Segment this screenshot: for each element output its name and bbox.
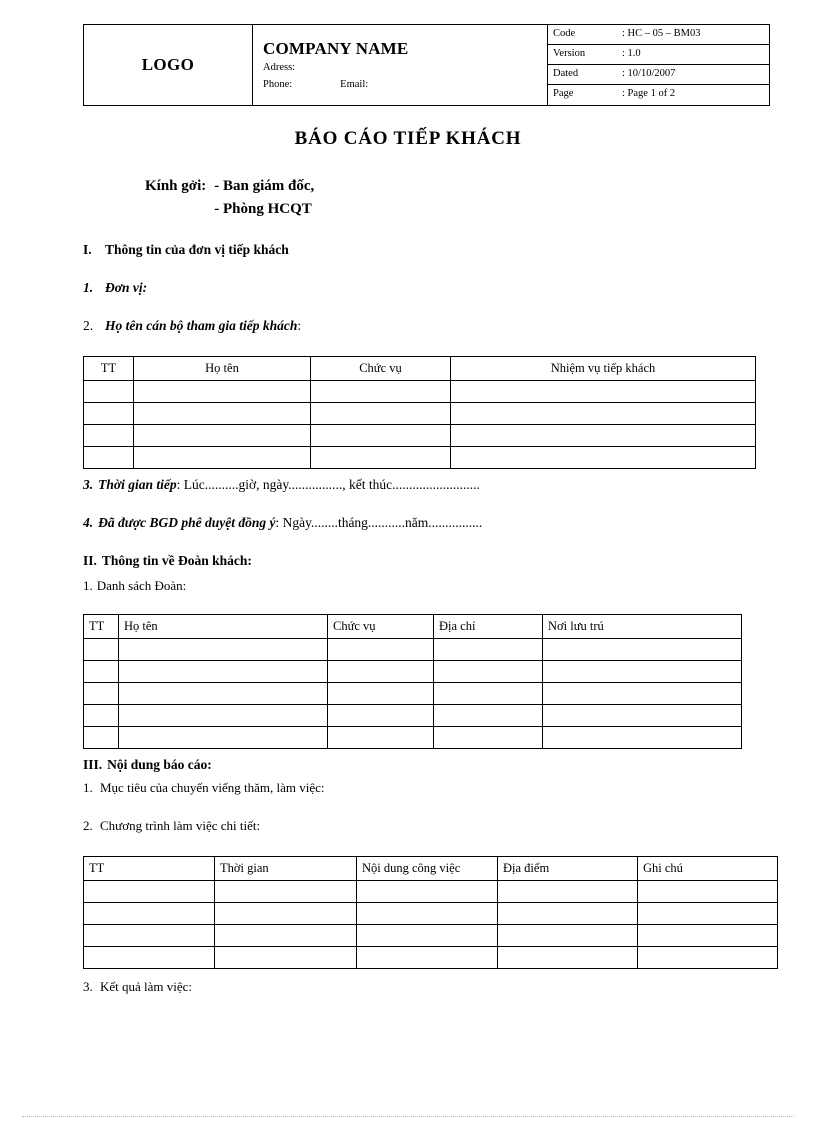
section-1-heading-text: Thông tin của đơn vị tiếp khách — [105, 242, 289, 257]
staff-cell-position[interactable] — [311, 403, 451, 425]
staff-cell-fullname[interactable] — [134, 425, 311, 447]
section-1-item-3-number: 3. — [83, 477, 94, 492]
section-2-item-1 — [83, 578, 186, 594]
guest-cell-position[interactable] — [328, 727, 434, 749]
phone-label: Phone: — [263, 78, 293, 90]
schedule-cell-time[interactable] — [215, 881, 357, 903]
meta-value-page: : Page 1 of 2 — [622, 88, 676, 100]
meta-value-version: : 1.0 — [617, 45, 769, 65]
guest-cell-tt[interactable] — [84, 727, 119, 749]
guest-cell-address[interactable] — [434, 705, 543, 727]
guest-cell-residence[interactable] — [543, 639, 742, 661]
recipient-list — [206, 175, 314, 220]
guest-col-address: Địa chỉ — [434, 615, 543, 639]
logo-placeholder-text: LOGO — [141, 55, 195, 74]
schedule-cell-tt[interactable] — [84, 925, 215, 947]
section-3-item-3-number: 3. — [83, 979, 93, 994]
section-3-item-1-text: Mục tiêu của chuyến viếng thăm, làm việc: — [100, 780, 325, 795]
section-3-item-2-text: Chương trình làm việc chi tiết: — [100, 818, 261, 833]
section-1-item-3-fill: : Lúc..........giờ, ngày................, kết thúc.......................... — [176, 477, 480, 492]
section-1-item-1 — [83, 280, 147, 296]
schedule-cell-content[interactable] — [357, 881, 498, 903]
staff-table — [83, 356, 756, 469]
meta-row-page — [548, 85, 769, 105]
guest-col-residence: Nơi lưu trú — [543, 615, 742, 639]
guest-cell-fullname[interactable] — [119, 661, 328, 683]
guest-cell-position[interactable] — [328, 683, 434, 705]
guest-cell-fullname[interactable] — [119, 705, 328, 727]
section-1-item-2-text: Họ tên cán bộ tham gia tiếp khách — [105, 318, 298, 333]
meta-key-version: Version — [548, 45, 617, 65]
section-1-item-4-fill: : Ngày........tháng...........năm................ — [275, 515, 483, 530]
guest-cell-fullname[interactable] — [119, 727, 328, 749]
section-3-item-3 — [83, 979, 192, 995]
address-label: Adress: — [263, 61, 296, 73]
section-2-numeral: II. — [83, 553, 97, 568]
table-row[interactable] — [84, 381, 756, 403]
schedule-cell-time[interactable] — [215, 947, 357, 969]
staff-cell-position[interactable] — [311, 381, 451, 403]
guest-col-fullname: Họ tên — [119, 615, 328, 639]
guest-cell-address[interactable] — [434, 683, 543, 705]
meta-value-code: : HC – 05 – BM03 — [617, 25, 769, 45]
section-1-item-4-label: Đã được BGD phê duyệt đồng ý — [98, 515, 276, 530]
document-meta-table — [548, 25, 769, 104]
staff-cell-tt[interactable] — [84, 403, 134, 425]
staff-col-position: Chức vụ — [311, 357, 451, 381]
staff-cell-duty[interactable] — [451, 447, 756, 469]
section-1-item-1-text: Đơn vị: — [105, 280, 148, 295]
staff-col-tt: TT — [84, 357, 134, 381]
guest-cell-fullname[interactable] — [119, 639, 328, 661]
guest-list-table — [83, 614, 742, 749]
schedule-table-header-row — [84, 857, 778, 881]
section-3-heading — [83, 757, 212, 773]
guest-cell-address[interactable] — [434, 727, 543, 749]
section-1-item-3-label: Thời gian tiếp — [98, 477, 177, 492]
staff-cell-tt[interactable] — [84, 381, 134, 403]
staff-col-duty: Nhiệm vụ tiếp khách — [451, 357, 756, 381]
staff-cell-fullname[interactable] — [134, 381, 311, 403]
section-1-item-4 — [83, 515, 482, 531]
section-2-heading — [83, 553, 252, 569]
guest-cell-tt[interactable] — [84, 639, 119, 661]
letterhead-table — [83, 24, 770, 106]
section-2-heading-text: Thông tin về Đoàn khách: — [101, 553, 252, 568]
staff-col-fullname: Họ tên — [134, 357, 311, 381]
company-name: COMPANY NAME — [263, 38, 409, 58]
section-1-numeral: I. — [83, 242, 92, 257]
table-row[interactable] — [84, 727, 742, 749]
schedule-cell-location[interactable] — [498, 947, 638, 969]
schedule-col-notes: Ghi chú — [638, 857, 778, 881]
guest-cell-position[interactable] — [328, 661, 434, 683]
staff-cell-tt[interactable] — [84, 425, 134, 447]
meta-key-page: Page — [553, 88, 574, 100]
table-row[interactable] — [84, 447, 756, 469]
schedule-cell-location[interactable] — [498, 925, 638, 947]
recipient-item-1: - Ban giám đốc, — [214, 178, 315, 194]
staff-cell-position[interactable] — [311, 425, 451, 447]
schedule-cell-content[interactable] — [357, 925, 498, 947]
table-row[interactable] — [84, 425, 756, 447]
schedule-table — [83, 856, 778, 969]
table-row[interactable] — [84, 683, 742, 705]
meta-key-dated: Dated — [548, 65, 617, 85]
guest-cell-position[interactable] — [328, 705, 434, 727]
email-label: Email: — [340, 78, 369, 90]
staff-cell-duty[interactable] — [451, 403, 756, 425]
table-row[interactable] — [84, 705, 742, 727]
meta-row-version — [548, 45, 769, 65]
section-3-item-1-number: 1. — [83, 780, 93, 795]
footer-divider — [22, 1116, 794, 1117]
staff-cell-position[interactable] — [311, 447, 451, 469]
schedule-cell-time[interactable] — [215, 903, 357, 925]
table-row[interactable] — [84, 925, 778, 947]
schedule-col-tt: TT — [84, 857, 215, 881]
meta-row-dated — [548, 65, 769, 85]
table-row[interactable] — [84, 639, 742, 661]
schedule-col-content: Nội dung công việc — [357, 857, 498, 881]
section-3-item-1 — [83, 780, 325, 796]
company-cell — [253, 25, 548, 106]
logo-cell — [84, 25, 253, 106]
schedule-cell-content[interactable] — [357, 903, 498, 925]
table-row[interactable] — [84, 881, 778, 903]
meta-row-code — [548, 25, 769, 45]
table-row[interactable] — [84, 661, 742, 683]
company-address-line — [263, 59, 547, 76]
section-1-heading — [83, 242, 289, 258]
staff-cell-fullname[interactable] — [134, 447, 311, 469]
guest-cell-residence[interactable] — [543, 683, 742, 705]
guest-cell-tt[interactable] — [84, 661, 119, 683]
meta-key-code: Code — [548, 25, 617, 45]
guest-cell-position[interactable] — [328, 639, 434, 661]
table-row[interactable] — [84, 947, 778, 969]
section-1-item-2-number: 2. — [83, 318, 94, 333]
schedule-cell-time[interactable] — [215, 925, 357, 947]
schedule-cell-location[interactable] — [498, 903, 638, 925]
guest-cell-tt[interactable] — [84, 683, 119, 705]
guest-cell-tt[interactable] — [84, 705, 119, 727]
guest-cell-address[interactable] — [434, 661, 543, 683]
addressee-block — [145, 175, 314, 220]
section-3-numeral: III. — [83, 757, 103, 772]
schedule-cell-location[interactable] — [498, 881, 638, 903]
section-1-item-2 — [83, 318, 301, 334]
section-1-item-3 — [83, 477, 480, 493]
guest-col-tt: TT — [84, 615, 119, 639]
table-row[interactable] — [84, 403, 756, 425]
section-1-item-4-number: 4. — [83, 515, 94, 530]
schedule-cell-notes[interactable] — [638, 925, 778, 947]
staff-cell-duty[interactable] — [451, 381, 756, 403]
guest-col-position: Chức vụ — [328, 615, 434, 639]
schedule-col-time: Thời gian — [215, 857, 357, 881]
company-contact-line — [263, 76, 547, 93]
schedule-cell-tt[interactable] — [84, 881, 215, 903]
schedule-cell-tt[interactable] — [84, 903, 215, 925]
guest-cell-address[interactable] — [434, 639, 543, 661]
table-row[interactable] — [84, 903, 778, 925]
document-meta-cell — [548, 25, 770, 106]
section-1-item-1-number: 1. — [83, 280, 94, 295]
guest-cell-residence[interactable] — [543, 727, 742, 749]
schedule-cell-notes[interactable] — [638, 881, 778, 903]
page-title: BÁO CÁO TIẾP KHÁCH — [294, 128, 522, 149]
section-1-item-2-suffix: : — [297, 318, 302, 333]
section-2-item-1-number: 1. — [83, 578, 93, 593]
staff-cell-duty[interactable] — [451, 425, 756, 447]
section-3-item-2-number: 2. — [83, 818, 93, 833]
schedule-cell-notes[interactable] — [638, 947, 778, 969]
guest-cell-residence[interactable] — [543, 705, 742, 727]
guest-table-header-row — [84, 615, 742, 639]
section-3-item-3-text: Kết quả làm việc: — [100, 979, 193, 994]
section-3-item-2 — [83, 818, 260, 834]
meta-value-dated: : 10/10/2007 — [617, 65, 769, 85]
guest-cell-fullname[interactable] — [119, 683, 328, 705]
schedule-col-location: Địa điểm — [498, 857, 638, 881]
recipient-item-2: - Phòng HCQT — [214, 200, 312, 217]
staff-cell-fullname[interactable] — [134, 403, 311, 425]
addressee-label: Kính gởi: — [145, 178, 207, 194]
section-2-item-1-text: Danh sách Đoàn: — [96, 578, 187, 593]
section-3-heading-text: Nội dung báo cáo: — [107, 757, 212, 772]
letterhead-row — [84, 25, 770, 106]
staff-cell-tt[interactable] — [84, 447, 134, 469]
schedule-cell-notes[interactable] — [638, 903, 778, 925]
schedule-cell-content[interactable] — [357, 947, 498, 969]
guest-cell-residence[interactable] — [543, 661, 742, 683]
schedule-cell-tt[interactable] — [84, 947, 215, 969]
staff-table-header-row — [84, 357, 756, 381]
